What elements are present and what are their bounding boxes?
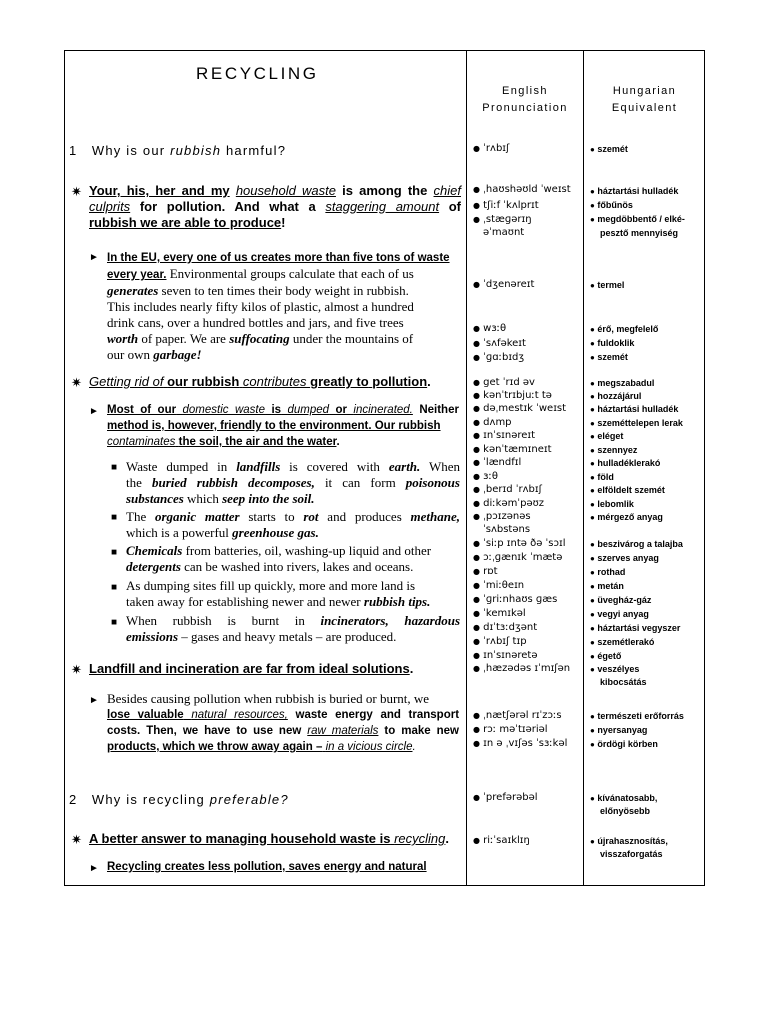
pron-item: ● ˌstæɡərɪŋ: [473, 214, 532, 225]
pron-item: ● ɔːˌɡænɪk ˈmætə: [473, 552, 563, 563]
hun-item: ● hozzájárul: [590, 391, 642, 401]
bullet-organic-matter: The organic matter starts to rot and produces methane, which is a powerful greenhouse gas.: [126, 509, 460, 540]
hun-item: ● háztartási vegyszer: [590, 623, 681, 633]
hun-item: ● ördögi körben: [590, 739, 658, 749]
paragraph-household-waste: Your, his, her and my household waste is among the chief culprits for pollution. And what a staggering amount of rubbish we are able to produce!: [89, 183, 461, 230]
pron-item: ● ˌpɔɪzənəs: [473, 511, 531, 522]
pron-item: ● get ˈrɪd əv: [473, 377, 535, 388]
hun-item: pesztő mennyiség: [600, 228, 679, 238]
arrow-bullet-icon: ►: [89, 406, 99, 417]
pron-item: ● ɪnˈsɪnəretə: [473, 650, 538, 661]
hun-item: ● érő, megfelelő: [590, 324, 659, 334]
page-title: RECYCLING: [196, 64, 319, 83]
hun-item: ● veszélyes: [590, 664, 640, 674]
hun-item: ● háztartási hulladék: [590, 404, 679, 414]
pron-item: ● riːˈsaɪklɪŋ: [473, 835, 530, 846]
hun-item: ● kívánatosabb,: [590, 793, 658, 803]
hun-item: ● elföldelt szemét: [590, 485, 665, 495]
bullet-dumping-sites: As dumping sites fill up quickly, more and more land is taken away for establishing newer and newer rubbish tips.: [126, 578, 431, 609]
paragraph-recycling-benefits: Recycling creates less pollution, saves energy and natural: [107, 861, 427, 873]
paragraph-eu-waste: In the EU, every one of us creates more than five tons of waste every year. Environmental groups calculate that each of us generates seven to ten times their body weight in rubbish. This includes nearly fifty kilos of plastic, almost a hundred drink cans, over a hundred bottles and jars, and five trees worth of paper. We are suffocating under the mountains of our own garbage!: [107, 252, 450, 362]
pron-item: ● ˌhæzədəs ɪˈmɪʃən: [473, 663, 571, 674]
worksheet-table: [64, 50, 705, 886]
hun-item: ● szemét: [590, 144, 628, 154]
square-bullet-icon: ■: [111, 547, 118, 558]
hun-item: ● megszabadul: [590, 378, 655, 388]
hun-item: visszaforgatás: [600, 849, 663, 859]
star-bullet-icon: ✷: [71, 184, 82, 199]
pron-item: ● ˈsʌfəkeɪt: [473, 338, 526, 349]
pron-item: ● ɪn ə ˌvɪʃəs ˈsɜːkəl: [473, 738, 568, 749]
hun-item: ● metán: [590, 581, 624, 591]
hun-item: ● szerves anyag: [590, 553, 659, 563]
pron-item: ● ˈdʒenəreɪt: [473, 279, 535, 290]
hun-item: ● rothad: [590, 567, 626, 577]
arrow-bullet-icon: ►: [89, 252, 99, 263]
paragraph-landfill-incineration: Landfill and incineration are far from ideal solutions.: [89, 661, 414, 676]
pron-item: ● ˌnætʃərəl rɪˈzɔːs: [473, 710, 562, 721]
hun-item: ● természeti erőforrás: [590, 711, 684, 721]
pron-item: ● ɪnˈsɪnəreɪt: [473, 430, 536, 441]
pron-item: ● kənˈtæmɪneɪt: [473, 444, 552, 455]
paragraph-better-answer: A better answer to managing household waste is recycling.: [89, 831, 450, 846]
column-divider-1: [466, 51, 467, 885]
bullet-incinerators: When rubbish is burnt in incinerators, hazardous emissions – gases and heavy metals – are produced.: [126, 613, 461, 644]
hun-item: ● eléget: [590, 431, 624, 441]
pron-item: ● rɔː məˈtɪəriəl: [473, 724, 548, 735]
pron-item: ● kənˈtrɪbjuːt tə: [473, 390, 552, 401]
hun-item: ● szeméttelepen lerak: [590, 418, 683, 428]
pron-item: ● ˈsiːp ɪntə ðə ˈsɔɪl: [473, 538, 566, 549]
pron-item: ● ˈlændfɪl: [473, 457, 522, 468]
square-bullet-icon: ■: [111, 512, 118, 523]
pron-item: ● dɪˈtɜːdʒənt: [473, 622, 538, 633]
pron-item: ● dəˌmestɪk ˈweɪst: [473, 403, 567, 414]
pron-item: ● ˈɡɑːbɪdʒ: [473, 352, 525, 363]
hun-item: ● megdöbbentő / elké-: [590, 214, 685, 224]
pron-item: ● ˈmiːθeɪn: [473, 580, 525, 591]
hun-item: ● szemét: [590, 352, 628, 362]
hun-item: ● vegyi anyag: [590, 609, 649, 619]
star-bullet-icon: ✷: [71, 832, 82, 847]
hun-item: előnyösebb: [600, 806, 651, 816]
star-bullet-icon: ✷: [71, 662, 82, 677]
hun-item: ● nyersanyag: [590, 725, 648, 735]
hun-item: ● hulladéklerakó: [590, 458, 661, 468]
hun-item: ● szemétlerakó: [590, 637, 655, 647]
pron-item: ● diːkəmˈpəʊz: [473, 498, 545, 509]
header-hungarian: Hungarian Equivalent: [611, 85, 678, 114]
pron-item: ● ˈrʌbɪʃ tɪp: [473, 636, 527, 647]
arrow-bullet-icon: ►: [89, 695, 99, 706]
hun-item: ● újrahasznosítás,: [590, 836, 668, 846]
hun-item: ● termel: [590, 280, 625, 290]
bullet-landfills: Waste dumped in landfills is covered with earth. When the buried rubbish decomposes, it can form poisonous substances which seep into the soil.: [126, 459, 461, 506]
header-pronunciation: English Pronunciation: [482, 85, 568, 114]
hun-item: ● égető: [590, 651, 622, 661]
pron-item: ● ˈɡriːnhaʊs ɡæs: [473, 594, 558, 605]
square-bullet-icon: ■: [111, 617, 118, 628]
pron-item: ● wɜːθ: [473, 323, 507, 334]
hun-item: ● mérgező anyag: [590, 512, 663, 522]
square-bullet-icon: ■: [111, 462, 118, 473]
pron-item: ● dʌmp: [473, 417, 512, 428]
hun-item: ● üvegház-gáz: [590, 595, 652, 605]
pron-item: ● rɒt: [473, 566, 498, 577]
pron-item: ˈsʌbstəns: [483, 524, 531, 535]
pron-item: ● ˌberɪd ˈrʌbɪʃ: [473, 484, 542, 495]
paragraph-getting-rid: Getting rid of our rubbish contributes greatly to pollution.: [89, 374, 431, 389]
question-1: 1 Why is our rubbish harmful?: [69, 143, 287, 158]
pron-item: ● ˈkemɪkəl: [473, 608, 526, 619]
arrow-bullet-icon: ►: [89, 863, 99, 874]
question-2: 2 Why is recycling preferable?: [69, 792, 289, 807]
hun-item: kibocsátás: [600, 677, 647, 687]
paragraph-resources: Besides causing pollution when rubbish is buried or burnt, we lose valuable natural resources, waste energy and transport costs. Then, we have to use new raw materials to make new products, which we throw away again – in a vicious circle.: [107, 691, 460, 753]
hun-item: ● föld: [590, 472, 614, 482]
pron-item: əˈmaʊnt: [483, 227, 525, 238]
pron-item: ● tʃiːf ˈkʌlprɪt: [473, 200, 539, 211]
star-bullet-icon: ✷: [71, 375, 82, 390]
bullet-chemicals: Chemicals from batteries, oil, washing-up liquid and other detergents can be washed into rivers, lakes and oceans.: [126, 543, 432, 574]
pron-item: ● ˌhaʊshəʊld ˈweɪst: [473, 184, 571, 195]
column-divider-2: [583, 51, 584, 885]
hun-item: ● háztartási hulladék: [590, 186, 679, 196]
hun-item: ● beszivárog a talajba: [590, 539, 683, 549]
hun-item: ● főbűnös: [590, 200, 633, 210]
hun-item: ● szennyez: [590, 445, 638, 455]
pron-item: ● ɜːθ: [473, 471, 498, 482]
paragraph-domestic-waste: Most of our domestic waste is dumped or incinerated. Neither method is, however, friendly to the environment. Our rubbish contaminates the soil, the air and the water.: [107, 404, 459, 448]
pron-item: ● ˈrʌbɪʃ: [473, 143, 510, 154]
square-bullet-icon: ■: [111, 582, 118, 593]
hun-item: ● fuldoklik: [590, 338, 635, 348]
pron-item: ● ˈprefərəbəl: [473, 792, 538, 803]
hun-item: ● lebomlik: [590, 499, 634, 509]
